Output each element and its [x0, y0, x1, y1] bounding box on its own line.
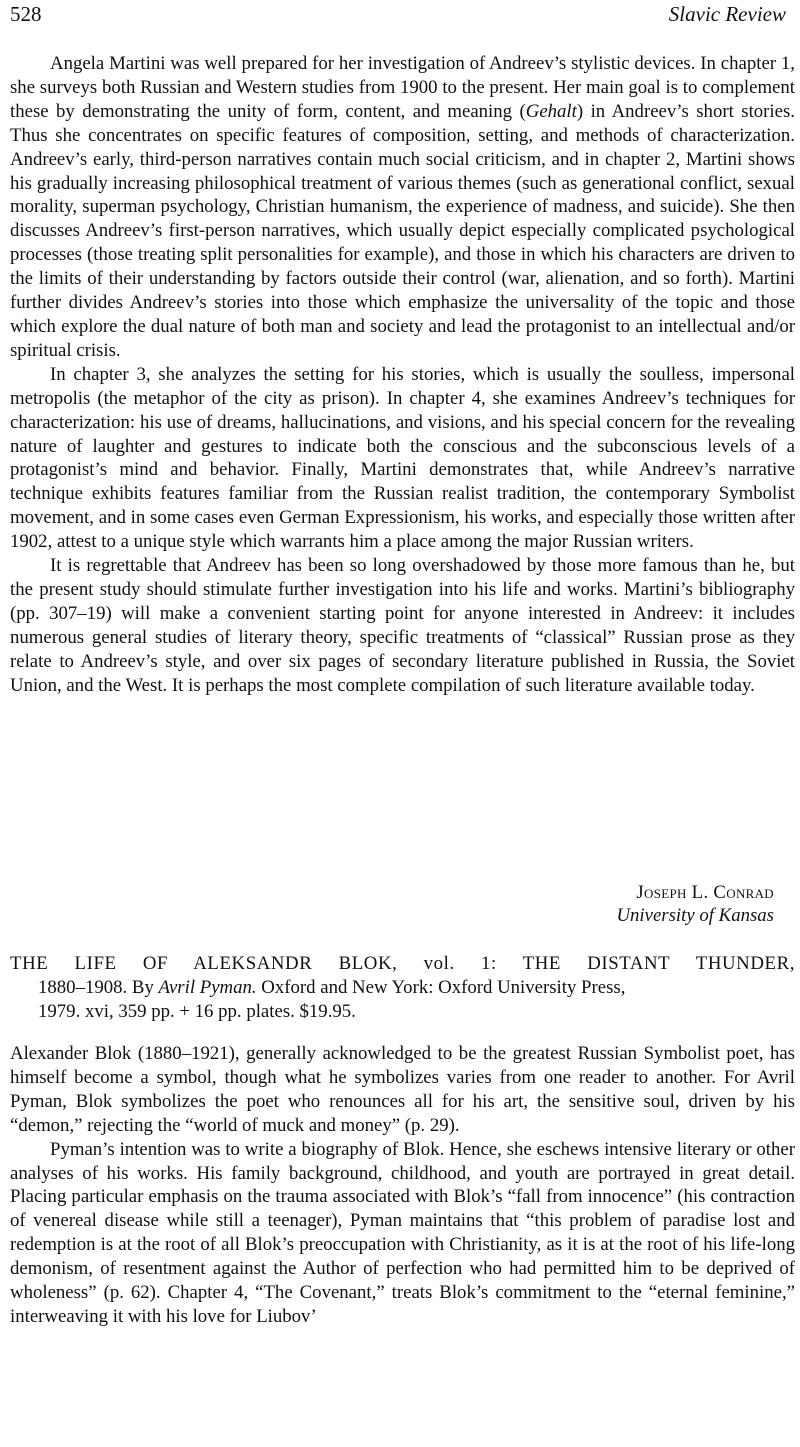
reviewer-name: Joseph L. Conrad: [636, 882, 774, 903]
paragraph: It is regrettable that Andreev has been so long overshadowed by those more famous than he, but the present study should stimulate further investigation into his life and works. Martini’s bibliography (pp. 307–19) will make a convenient starting point for anyone interested in Andreev: it includes numerous general studies of literary theory, specific treatments of “classical” Russian prose as they relate to Andreev’s style, and over six pages of secondary literature published in Russia, the Soviet Union, and the West. It is perhaps the most complete compilation of such literature available today.: [10, 555, 795, 696]
paragraph: In chapter 3, she analyzes the setting for his stories, which is usually the soulless, impersonal metropolis (the metaphor of the city as prison). In chapter 4, she examines Andreev’s techniques for characterization: his use of dreams, hallucinations, and visions, and his special concern for the revealing nature of laughter and gestures to indicate both the conscious and the subconscious levels of a protagonist’s mind and behavior. Finally, Martini demonstrates that, while Andreev’s narrative technique exhibits features familiar from the Russian realist tradition, the contemporary Symbolist movement, and in some cases even German Expressionism, his works, and especially those written after 1902, attest to a unique style which warrants him a place among the major Russian writers.: [10, 363, 795, 553]
running-header: [10, 2, 786, 28]
book-title: THE LIFE OF ALEKSANDR BLOK, vol. 1: THE DISTANT THUNDER,: [10, 953, 795, 974]
by-label: By: [127, 977, 159, 998]
citation-details: [10, 976, 795, 1024]
journal-title: Slavic Review: [668, 2, 786, 26]
italic-term: Gehalt: [525, 100, 577, 122]
book-citation: [10, 952, 795, 1024]
book-publisher: Oxford and New York: Oxford University Press,: [256, 977, 626, 998]
paragraph: Alexander Blok (1880–1921), generally acknowledged to be the greatest Russian Symbolist poet, has himself become a symbol, though what he symbolizes varies from one reader to another. For Avril Pyman, Blok symbolizes the poet who renounces all for his art, the sensitive soul, driven by his “demon,” rejecting the “world of muck and money” (p. 29).: [10, 1043, 795, 1136]
book-author: Avril Pyman.: [158, 977, 257, 998]
reviewer-affiliation: University of Kansas: [616, 905, 774, 926]
review-andreev-body: [10, 52, 795, 697]
page-number: 528: [10, 2, 42, 26]
book-years: 1880–1908.: [38, 977, 128, 998]
book-pages-price: 1979. xvi, 359 pp. + 16 pp. plates. $19.95.: [38, 1001, 356, 1022]
paragraph: Angela Martini was well prepared for her investigation of Andreev’s stylistic devices. In chapter 1, she surveys both Russian and Western studies from 1900 to the present. Her main goal is to complement these by demonstrating the unity of form, content, and meaning (Gehalt) in Andreev’s short stories. Thus she concentrates on specific features of composition, setting, and methods of characterization. Andreev’s early, third-person narratives contain much social criticism, and in chapter 2, Martini shows his gradually increasing philosophical treatment of various themes (such as generational conflict, sexual morality, superman psychology, Christian humanism, the experience of madness, and suicide). She then discusses Andreev’s first-person narratives, which usually depict especially complicated psychological processes (those treating split personalities for example), and those in which his characters are driven to the limits of their understanding by factors outside their control (war, alienation, and so forth). Martini further divides Andreev’s stories into those which emphasize the universality of the topic and those which explore the dual nature of both man and society and lead the protagonist to an intellectual and/or spiritual crisis.: [10, 53, 795, 361]
paragraph: Pyman’s intention was to write a biography of Blok. Hence, she eschews intensive literary or other analyses of his works. His family background, childhood, and youth are portrayed in great detail. Placing particular emphasis on the trauma associated with Blok’s “fall from innocence” (his contraction of venereal disease while still a teenager), Pyman maintains that “this problem of paradise lost and redemption is at the root of all Blok’s preoccupation with Christianity, as it is at the root of his life-long demonism, of resentment against the Author of perfection who had permitted him to be deprived of wholeness” (p. 62). Chapter 4, “The Covenant,” treats Blok’s commitment to the “eternal feminine,” interweaving it with his love for Liubov’: [10, 1138, 795, 1327]
review-blok-body: [10, 1042, 795, 1329]
